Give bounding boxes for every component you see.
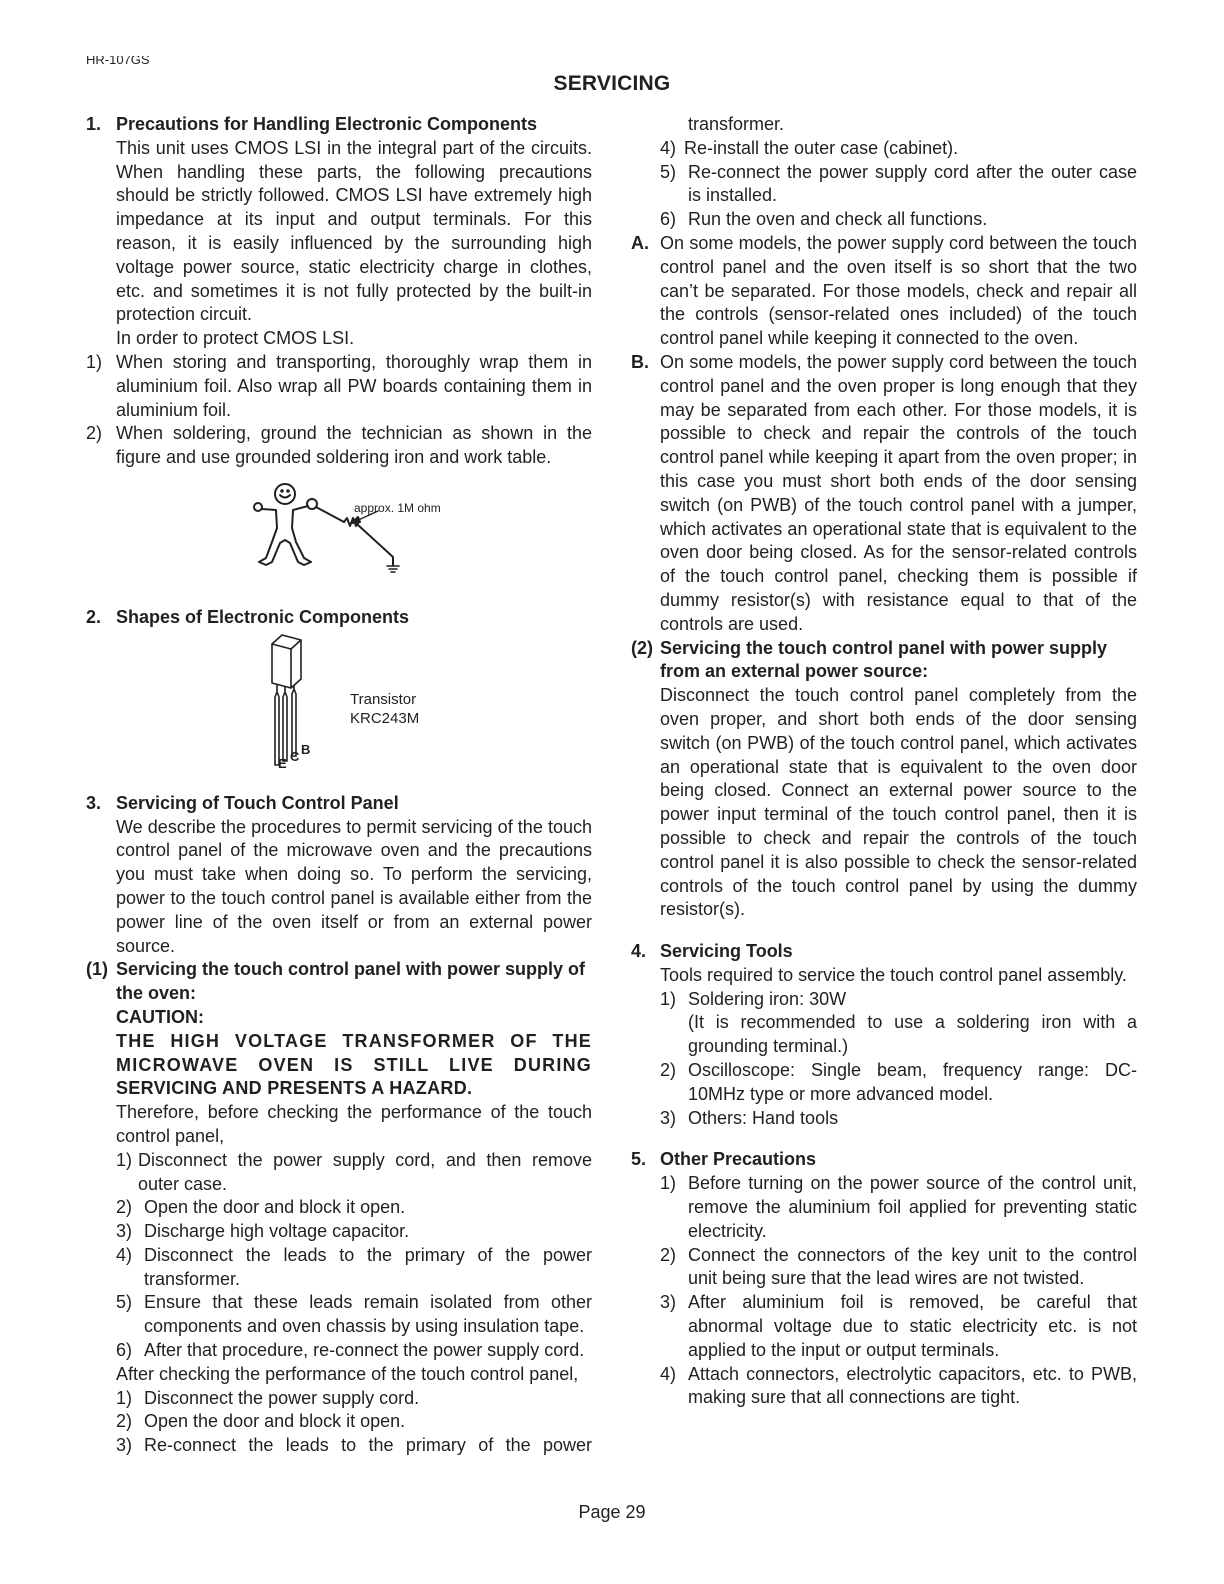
- list-text: Disconnect the power supply cord.: [144, 1387, 420, 1408]
- pin-label-e: E: [278, 755, 287, 771]
- subsection-title: Servicing the touch control panel with power supply of the oven:: [116, 959, 586, 1004]
- list-number: 1): [116, 1149, 133, 1170]
- section-number: 4.: [631, 941, 647, 962]
- note-label: B.: [631, 351, 649, 372]
- list-text: After that procedure, re-connect the power supply cord.: [144, 1340, 585, 1361]
- section-number: 2.: [86, 606, 102, 627]
- section-number: 1.: [86, 114, 102, 134]
- note-text: On some models, the power supply cord between the touch control panel and the oven itself is so short that the two can’t be separated. For those models, check and repair all the controls (sensor-related ones included) of the touch control panel while keeping it connected to the oven.: [660, 232, 1137, 349]
- section-title: Other Precautions: [660, 1149, 817, 1170]
- list-text: Re-connect the leads to the primary of the power: [144, 1435, 592, 1456]
- transistor-figure: [86, 630, 592, 786]
- grounding-figure: [86, 470, 592, 596]
- section-title: Servicing of Touch Control Panel: [116, 792, 399, 813]
- list-number: 5): [116, 1292, 133, 1313]
- list-item: [116, 1339, 592, 1363]
- transistor-label: Transistor: [350, 690, 417, 708]
- list-item: [116, 1149, 592, 1197]
- section-title: Shapes of Electronic Components: [116, 606, 410, 627]
- left-column: [86, 113, 592, 1458]
- list-item: [116, 1410, 592, 1434]
- list-item: [116, 1196, 592, 1220]
- subsection-number: (1): [86, 959, 108, 980]
- after-check-intro: After checking the performance of the touch control panel,: [116, 1363, 579, 1384]
- subsection-2-body: Disconnect the touch control panel completely from the oven proper, and short both ends of the door sensing switch (on PWB) of the touch control panel, which activates an operational state that is equivalent to the oven door being closed. Connect an external power source to the power input terminal of the touch control panel, then it is possible to check and repair the controls of the touch control panel it is also possible to check the sensor-related controls of the touch control panel by using the dummy resistor(s).: [660, 685, 1137, 920]
- subsection-1-heading: [86, 958, 592, 1006]
- list-item: [660, 161, 1137, 209]
- subsection-number: (2): [631, 637, 653, 658]
- list-item: [116, 1291, 592, 1339]
- list-item: [660, 1107, 1137, 1131]
- list-item: [660, 137, 1137, 161]
- note-text: On some models, the power supply cord between the touch control panel and the oven proper is long enough that they may be separated from each other. For those models, it is possible to check and repair the controls of the touch control panel while keeping it apart from the oven proper; in this case you must short both ends of the door sensing switch (on PWB) of the touch control panel with a jumper, which activates an operational state that is equivalent to the oven door being closed. As for the sensor-related controls of the touch control panel, checking them is possible if dummy resistor(s) with resistance equal to that of the controls are used.: [660, 351, 1137, 634]
- section-2-heading: [86, 606, 592, 630]
- list-number: 1): [660, 1173, 677, 1194]
- list-text: When soldering, ground the technician as shown in the figure and use grounded soldering iron and work table.: [116, 423, 592, 468]
- list-text: Attach connectors, electrolytic capacitors, etc. to PWB, making sure that all connections are tight.: [688, 1363, 1137, 1408]
- list-text: Re-connect the power supply cord after the outer case is installed.: [688, 161, 1137, 206]
- list-item: [660, 1059, 1137, 1107]
- list-text: Run the oven and check all functions.: [688, 209, 988, 230]
- list-text: Open the door and block it open.: [144, 1411, 406, 1432]
- list-item: [660, 1291, 1137, 1362]
- list-text: Soldering iron: 30W: [688, 988, 847, 1009]
- list-number: 3): [660, 1107, 677, 1128]
- note-b: [631, 351, 1137, 637]
- list-item: [660, 1172, 1137, 1243]
- list-item: [116, 1220, 592, 1244]
- section-3-body: We describe the procedures to permit servicing of the touch control panel of the microwave oven and the precautions you must take when doing so. To perform the servicing, power to the touch control panel is available either from the power line of the oven itself or from an external power source.: [116, 816, 592, 956]
- subsection-title: Servicing the touch control panel with power supply from an external power source:: [660, 637, 1108, 682]
- resistance-label: approx. 1M ohm: [354, 500, 441, 515]
- list-item: [660, 208, 1137, 232]
- section-number: 3.: [86, 792, 102, 813]
- list-text: Disconnect the leads to the primary of the power transformer.: [144, 1244, 592, 1289]
- transistor-icon: [86, 630, 592, 786]
- page-title: SERVICING: [553, 72, 671, 95]
- list-item: [660, 1244, 1137, 1292]
- list-number: 6): [116, 1340, 133, 1361]
- grounded-technician-illustration: [86, 470, 592, 596]
- list-number: 1): [86, 351, 103, 372]
- section-1-heading: [86, 113, 592, 137]
- list-text: Ensure that these leads remain isolated from other components and oven chassis by using insulation tape.: [144, 1292, 592, 1337]
- list-item: [116, 1244, 592, 1292]
- caution-label: CAUTION:: [116, 1006, 204, 1027]
- pin-label-b: B: [301, 741, 311, 757]
- pin-label-c: C: [290, 748, 300, 764]
- list-number: 4): [660, 137, 677, 158]
- list-item: [116, 1387, 592, 1411]
- caution-line: THE HIGH VOLTAGE TRANSFORMER OF THE: [116, 1030, 592, 1051]
- section-4-heading: [631, 940, 1137, 964]
- list-text: Oscilloscope: Single beam, frequency range: DC-10MHz type or more advanced model.: [688, 1060, 1137, 1104]
- list-text: Others: Hand tools: [688, 1107, 839, 1128]
- subsection-2-heading: [631, 637, 1137, 685]
- section-number: 5.: [631, 1149, 647, 1170]
- list-item: [86, 422, 592, 470]
- section-5-heading: [631, 1148, 1137, 1172]
- list-number: 3): [116, 1221, 133, 1242]
- page-number: Page 29: [578, 1502, 646, 1522]
- continued-text: transformer.: [688, 114, 785, 134]
- list-number: 1): [660, 988, 677, 1009]
- list-item: [116, 1434, 592, 1458]
- model-number-header: HR-107GS: [86, 56, 150, 64]
- section-3-heading: [86, 792, 592, 816]
- section-title: Servicing Tools: [660, 941, 793, 962]
- list-text: Open the door and block it open.: [144, 1197, 406, 1218]
- list-number: 3): [116, 1435, 133, 1456]
- list-text: Discharge high voltage capacitor.: [144, 1221, 410, 1242]
- list-number: 4): [116, 1244, 133, 1265]
- list-number: 2): [660, 1244, 677, 1265]
- list-number: 2): [116, 1197, 133, 1218]
- list-text: Disconnect the power supply cord, and then remove outer case.: [138, 1149, 592, 1194]
- list-text: After aluminium foil is removed, be careful that abnormal voltage due to static electricity etc. is not applied to the input or output terminals.: [688, 1292, 1137, 1360]
- list-item: [86, 351, 592, 422]
- list-number: 5): [660, 161, 677, 182]
- section-4-body: Tools required to service the touch control panel assembly.: [660, 964, 1127, 985]
- section-1-body: This unit uses CMOS LSI in the integral part of the circuits. When handling these parts, the following precautions should be strictly followed. CMOS LSI have extremely high impedance at its input and output terminals. For this reason, it is easily influenced by the surrounding high voltage power source, static electricity charge in clothes, etc. and sometimes it is not fully protected by the built-in protection circuit.: [116, 137, 592, 325]
- list-text: When storing and transporting, thoroughly wrap them in aluminium foil. Also wrap all PW boards containing them in aluminium foil.: [116, 351, 592, 420]
- list-number: 2): [86, 423, 103, 444]
- transistor-model: KRC243M: [350, 709, 420, 727]
- list-item: [660, 1363, 1137, 1411]
- list-number: 6): [660, 209, 677, 230]
- before-check-intro: Therefore, before checking the performance of the touch control panel,: [116, 1102, 592, 1146]
- right-column: [631, 113, 1137, 1410]
- section-title: Precautions for Handling Electronic Components: [116, 114, 538, 134]
- list-number: 2): [660, 1060, 677, 1081]
- list-text: Before turning on the power source of the control unit, remove the aluminium foil applied for preventing static electricity.: [688, 1173, 1137, 1241]
- list-number: 1): [116, 1387, 133, 1408]
- caution-line: SERVICING AND PRESENTS A HAZARD.: [116, 1078, 473, 1099]
- section-1-protect-note: In order to protect CMOS LSI.: [116, 328, 355, 349]
- note-label: A.: [631, 232, 649, 253]
- list-number: 4): [660, 1363, 677, 1384]
- list-note: (It is recommended to use a soldering iron with a grounding terminal.): [688, 1012, 1137, 1057]
- caution-line: MICROWAVE OVEN IS STILL LIVE DURING: [116, 1054, 592, 1075]
- list-text: Re-install the outer case (cabinet).: [684, 137, 959, 158]
- caution-block: [86, 1006, 592, 1458]
- list-text: Connect the connectors of the key unit to the control unit being sure that the lead wires are not twisted.: [688, 1244, 1137, 1289]
- head-shape: [275, 484, 295, 504]
- list-number: 2): [116, 1411, 133, 1432]
- note-a: [631, 232, 1137, 351]
- list-number: 3): [660, 1292, 677, 1313]
- list-item: [660, 988, 1137, 1012]
